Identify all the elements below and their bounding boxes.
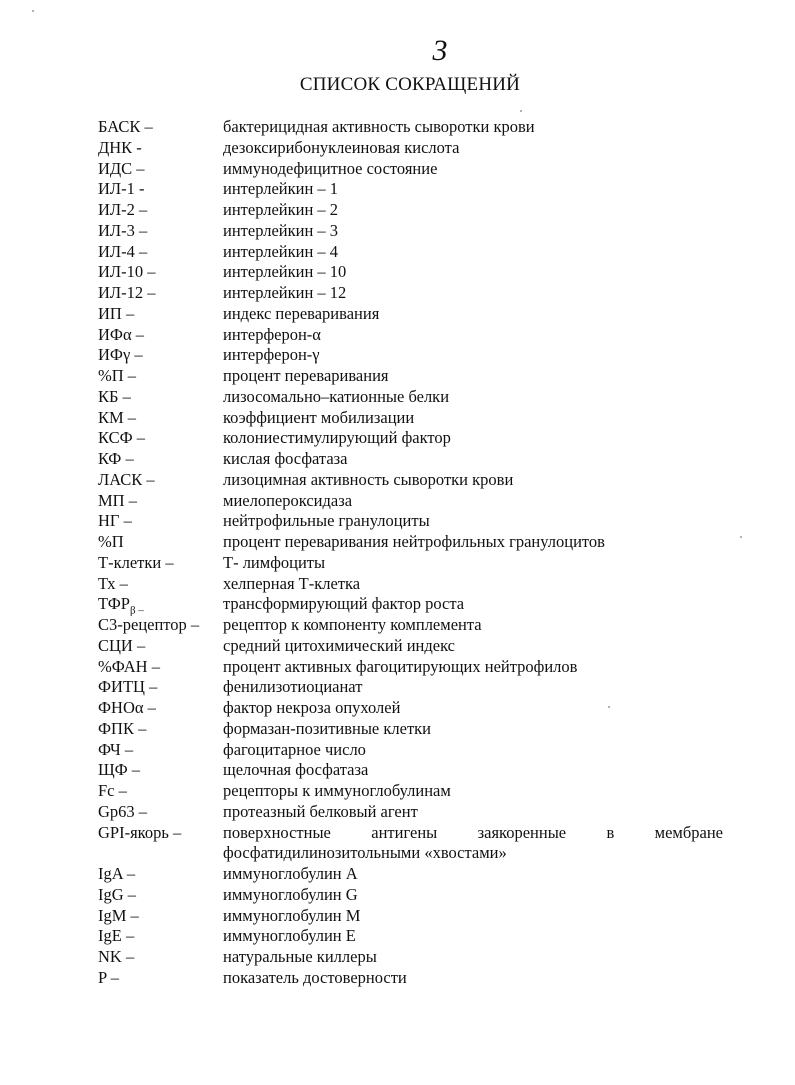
definition: лизоцимная активность сыворотки крови	[223, 469, 514, 489]
abbreviation	[98, 615, 199, 636]
definition: рецептор к компоненту комплемента	[223, 615, 482, 634]
list-item	[98, 553, 723, 574]
abbreviation	[98, 574, 128, 595]
scan-speck	[608, 706, 610, 708]
list-item	[98, 677, 723, 698]
list-item	[98, 864, 723, 885]
definition: процент переваривания нейтрофильных гранулоцитов	[223, 532, 605, 551]
abbreviation	[98, 449, 134, 470]
definition: натуральные киллеры	[223, 947, 377, 966]
list-item	[98, 345, 723, 366]
abbreviation	[98, 283, 155, 304]
list-item	[98, 491, 723, 512]
list-item	[98, 698, 723, 719]
abbreviation	[98, 159, 145, 180]
abbreviation	[98, 138, 142, 159]
definition: Т- лимфоциты	[223, 552, 326, 572]
definition: фенилизотиоцианат	[223, 677, 363, 697]
abbreviation	[98, 117, 153, 138]
definition: иммуноглобулин М	[223, 905, 361, 925]
abbreviation-text: IgG –	[98, 884, 137, 904]
abbreviation	[98, 864, 135, 885]
abbreviation	[98, 636, 145, 657]
abbreviation	[98, 823, 181, 844]
definition: рецепторы к иммуноглобулинам	[223, 781, 451, 800]
abbreviation	[98, 325, 144, 346]
abbreviation	[98, 470, 155, 491]
abbreviation	[98, 885, 136, 906]
abbreviation	[98, 262, 155, 283]
abbreviation	[98, 345, 143, 366]
abbreviation	[98, 304, 134, 325]
scan-speck	[32, 10, 34, 12]
definition: протеазный белковый агент	[223, 801, 418, 821]
list-item	[98, 532, 723, 553]
definition: иммунодефицитное состояние	[223, 158, 438, 178]
list-item	[98, 802, 723, 823]
definition: процент активных фагоцитирующих нейтрофилов	[223, 656, 578, 676]
abbreviation-text: NK –	[98, 947, 135, 966]
abbreviation	[98, 511, 132, 532]
abbreviation	[98, 698, 156, 719]
abbreviation	[98, 947, 134, 968]
list-item	[98, 719, 723, 740]
abbreviation-text: ФНОα –	[98, 698, 156, 717]
definition	[223, 823, 723, 865]
list-item	[98, 781, 723, 802]
definition: средний цитохимический индекс	[223, 635, 455, 655]
list-item	[98, 117, 723, 138]
definition: формазан-позитивные клетки	[223, 718, 432, 738]
abbreviation	[98, 677, 157, 698]
abbreviation-text: ДНК -	[98, 137, 142, 157]
definition-line: фосфатидилинозитольными «хвостами»	[223, 843, 507, 863]
abbreviation-text: Т-клетки –	[98, 552, 174, 572]
abbreviation	[98, 781, 127, 802]
definition: индекс переваривания	[223, 303, 380, 323]
abbreviation	[98, 491, 137, 512]
scan-speck	[740, 536, 742, 538]
abbreviation-text: ИП –	[98, 303, 135, 323]
abbreviation-text: ТФР	[98, 594, 130, 614]
definition: интерферон-α	[223, 324, 321, 344]
abbreviation	[98, 242, 147, 263]
abbreviation	[98, 802, 147, 823]
abbreviation-text: МП –	[98, 490, 137, 510]
abbreviation	[98, 719, 146, 740]
abbreviation-text: КБ –	[98, 386, 131, 406]
abbreviation-text: ИЛ-3 –	[98, 220, 148, 240]
abbreviation-text: ИДС –	[98, 158, 145, 178]
list-item	[98, 760, 723, 781]
definition: интерферон-γ	[223, 345, 320, 365]
abbreviation-text: %П	[98, 532, 124, 551]
definition: фактор некроза опухолей	[223, 698, 401, 717]
definition: интерлейкин – 3	[223, 220, 339, 240]
list-item	[98, 366, 723, 387]
abbreviation-text: Тх –	[98, 573, 128, 593]
abbreviation-text: ФИТЦ –	[98, 677, 158, 697]
definition: нейтрофильные гранулоциты	[223, 511, 430, 531]
definition: колониестимулирующий фактор	[223, 428, 451, 448]
definition: интерлейкин – 12	[223, 283, 347, 302]
list-item	[98, 947, 723, 968]
abbreviation-text: БАСК –	[98, 117, 153, 136]
abbreviation-text: IgA –	[98, 864, 136, 883]
abbreviation-text: GPI-якорь –	[98, 822, 182, 842]
list-item	[98, 179, 723, 200]
list-item	[98, 428, 723, 449]
abbreviation	[98, 366, 136, 387]
list-item	[98, 574, 723, 595]
definition: иммуноглобулин G	[223, 884, 358, 904]
list-item	[98, 242, 723, 263]
scan-speck	[520, 110, 522, 112]
list-item	[98, 304, 723, 325]
abbreviation-text: ФПК –	[98, 718, 147, 738]
abbreviation-text: %ФАН –	[98, 656, 160, 676]
abbreviation-list	[98, 117, 723, 989]
list-item	[98, 200, 723, 221]
list-item	[98, 138, 723, 159]
abbreviation-text: %П –	[98, 366, 137, 385]
abbreviation-text: КСФ –	[98, 428, 146, 448]
abbreviation-text: ИЛ-1 -	[98, 179, 145, 199]
abbreviation-text: P –	[98, 967, 119, 987]
list-item	[98, 408, 723, 429]
definition: щелочная фосфатаза	[223, 760, 369, 780]
definition: миелопероксидаза	[223, 490, 353, 510]
abbreviation-text: IgE –	[98, 926, 135, 946]
list-item	[98, 511, 723, 532]
abbreviation	[98, 387, 131, 408]
definition: интерлейкин – 1	[223, 179, 339, 199]
list-item	[98, 283, 723, 304]
abbreviation	[98, 657, 160, 678]
abbreviation-text: Gp63 –	[98, 801, 148, 821]
abbreviation	[98, 968, 119, 989]
list-item	[98, 262, 723, 283]
abbreviation-text: ИФα –	[98, 324, 144, 344]
list-item	[98, 823, 723, 865]
definition: хелперная Т-клетка	[223, 573, 361, 593]
list-item	[98, 968, 723, 989]
abbreviation	[98, 221, 147, 242]
abbreviation-text: IgM –	[98, 905, 139, 925]
list-item	[98, 221, 723, 242]
abbreviation-subscript: β –	[129, 604, 144, 617]
definition: процент переваривания	[223, 366, 389, 385]
definition: показатель достоверности	[223, 967, 407, 987]
definition: кислая фосфатаза	[223, 449, 348, 468]
definition: фагоцитарное число	[223, 739, 366, 759]
definition: лизосомально–катионные белки	[223, 386, 450, 406]
list-item	[98, 740, 723, 761]
definition: иммуноглобулин Е	[223, 926, 356, 946]
abbreviation-text: ЩФ –	[98, 760, 141, 780]
definition: интерлейкин – 10	[223, 262, 347, 282]
definition: дезоксирибонуклеиновая кислота	[223, 137, 460, 157]
abbreviation-text: КФ –	[98, 449, 134, 468]
page-number: 3	[432, 34, 448, 67]
abbreviation-text: Fc –	[98, 781, 127, 800]
definition: бактерицидная активность сыворотки крови	[223, 117, 535, 136]
abbreviation	[98, 760, 140, 781]
definition: интерлейкин – 2	[223, 200, 339, 219]
abbreviation	[98, 200, 147, 221]
abbreviation-text: ИЛ-12 –	[98, 283, 156, 302]
abbreviation-text: ИЛ-2 –	[98, 200, 148, 219]
definition: интерлейкин – 4	[223, 241, 339, 261]
abbreviation	[98, 428, 145, 449]
abbreviation-text: НГ –	[98, 511, 132, 531]
definition-line: поверхностные антигены заякоренные в мембране	[223, 822, 723, 842]
list-item	[98, 636, 723, 657]
list-item	[98, 594, 723, 615]
list-item	[98, 387, 723, 408]
definition: трансформирующий фактор роста	[223, 594, 465, 614]
abbreviation-text: СЦИ –	[98, 635, 146, 655]
abbreviation-text: ИЛ-10 –	[98, 262, 156, 282]
abbreviation	[98, 553, 174, 574]
abbreviation-text: ИЛ-4 –	[98, 241, 148, 261]
abbreviation	[98, 179, 144, 200]
abbreviation	[98, 408, 136, 429]
list-item	[98, 470, 723, 491]
abbreviation-text: ЛАСК –	[98, 469, 155, 489]
abbreviation-text: С3-рецептор –	[98, 615, 200, 634]
definition: иммуноглобулин А	[223, 864, 358, 883]
abbreviation	[98, 906, 139, 927]
list-item	[98, 615, 723, 636]
abbreviation-text: КМ –	[98, 407, 137, 427]
list-item	[98, 926, 723, 947]
definition: коэффициент мобилизации	[223, 407, 415, 427]
list-item	[98, 449, 723, 470]
abbreviation-text: ФЧ –	[98, 739, 134, 759]
list-item	[98, 885, 723, 906]
abbreviation-text: ИФγ –	[98, 345, 143, 365]
abbreviation	[98, 740, 133, 761]
abbreviation	[98, 926, 134, 947]
list-item	[98, 657, 723, 678]
page-title: СПИСОК СОКРАЩЕНИЙ	[299, 74, 521, 95]
list-item	[98, 159, 723, 180]
abbreviation	[98, 532, 124, 553]
list-item	[98, 325, 723, 346]
list-item	[98, 906, 723, 927]
